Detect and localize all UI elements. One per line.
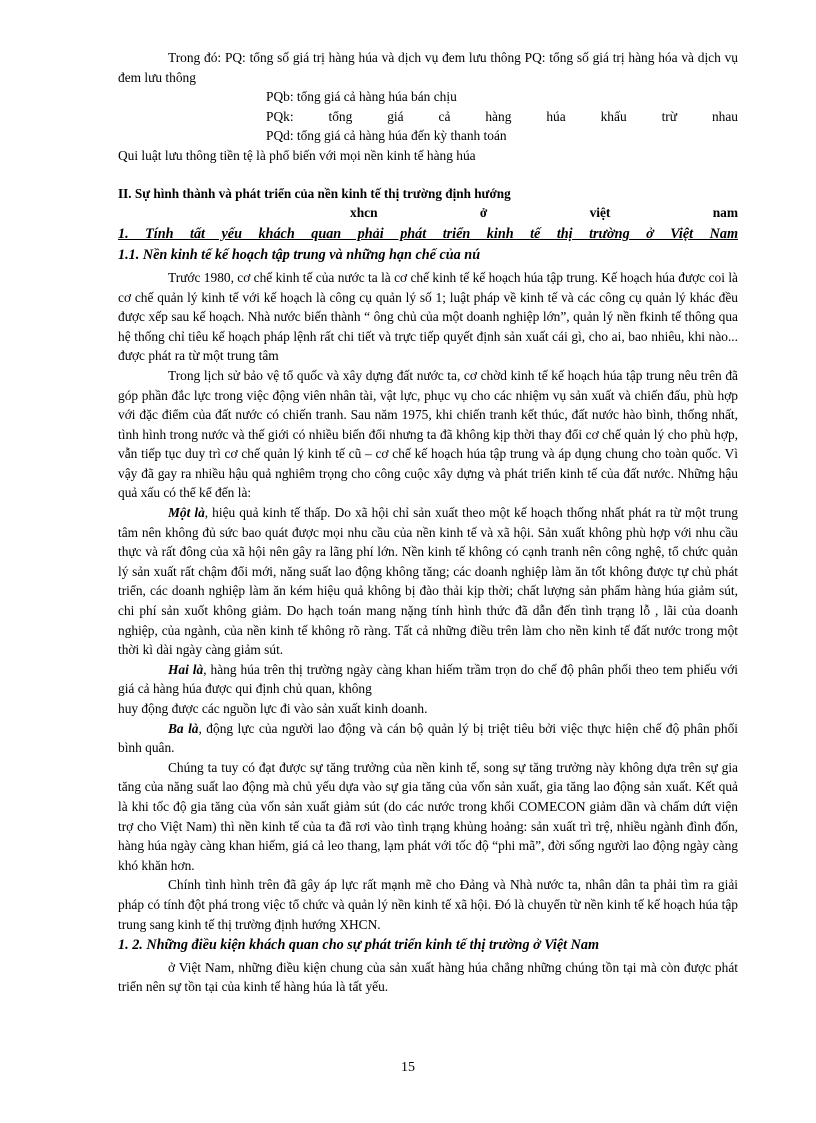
formula-pqb: PQb: tổng giá cả hàng húa bán chịu bbox=[266, 89, 457, 105]
page-content bbox=[118, 48, 738, 997]
lead-term: Một là bbox=[168, 505, 205, 521]
paragraph bbox=[118, 503, 738, 660]
section-2-heading-cont: xhcn ở việt nam bbox=[350, 205, 738, 221]
lead-term: Hai là bbox=[168, 661, 204, 677]
paragraph: Trong lịch sử bảo vệ tổ quốc và xây dựng đất nước ta, cơ chờd kinh tế kế hoạch húa tập trung nêu trên đã góp phần đắc lực trong việc động viên nhân tài, vật lực, phục vụ cho các nhiệm vụ sản xuất và chiến đấu, phù hợp với đặc điểm của đất nước có chiến tranh. Sau năm 1975, khi chiến tranh kết thúc, đất nước hào bình, thống nhất, tình hình trong nước và thế giới có nhiều biến đổi nhưng ta đã không kịp thời thay đổi cơ chế quản lý cho phù hợp, vẫn tiếp tục duy trì cơ chế quản lý kinh tế cũ – cơ chế kế hoạch húa tập trung và áp dụng chung cho toàn quốc. Vì vậy đã gay ra nhiều hậu quả nghiêm trọng cho công cuộc xây dựng và phát triển kinh tế của đất nước. Những hậu quả xấu có thể kể đến là: bbox=[118, 367, 738, 501]
paragraph: ở Việt Nam, những điều kiện chung của sản xuất hàng húa chẳng những chúng tồn tại mà còn được phát triển nên sự tồn tại của kinh tế hàng húa là tất yếu. bbox=[118, 959, 738, 995]
formula-pqk: PQk: tổng giá cả hàng húa khấu trừ nhau bbox=[266, 108, 738, 124]
paragraph-text: , hiệu quả kinh tế thấp. Do xã hội chỉ sản xuất theo một kế hoạch thống nhất phát ra từ một trung tâm nên không đủ sức bao quát được mọi nhu cầu của nền kinh tế và xã hội. Sản xuất không phù hợp với nhu cầu thực và rất đông của xã hội nên gây ra lãng phí lớn. Nền kinh tế không có cạnh tranh nên công nghệ, tổ chức quản lý sản xuất rất chậm đổi mới, năng suất lao động không tăng; các doanh nghiệp làm ăn tốt không được tự chủ phát triển, các doanh nghiệp làm ăn kém hiệu quả không bị đào thải kịp thời; chất lượng sản phẩm hàng húa giảm sút, chi phí sản xuốt không giảm. Do hạch toán mang nặng tính hình thức đã dẫn đến tình trạng lỗ , lãi của doanh nghiệp, của ngành, của nền kinh tế không rõ ràng. Tất cả những điều trên làm cho nền kinh tế đất nước trong một thời kì dài ngày càng giảm sút. bbox=[118, 505, 738, 658]
paragraph: huy động được các nguồn lực đi vào sản xuất kinh doanh. bbox=[118, 701, 428, 716]
paragraph: Chúng ta tuy có đạt được sự tăng trưởng của nền kinh tế, song sự tăng trưởng này không dựa trên sự gia tăng của năng suất lao động mà chủ yếu dựa vào sự gia tăng của vốn sản xuất, gia tăng lao động sản xuất. Kết quả là khi tốc độ gia tăng của vốn sản xuất giảm sút (do các nước trong khối COMECON giảm dần và chấm dứt viện trợ cho Việt Nam) thì nền kinh tế của ta đã rơi vào tình trạng khủng hoảng: sản xuất trì trệ, nhiều ngành đình đốn, hàng húa ngày càng khan hiếm, giá cả leo thang, lạm phát với tốc độ “phi mã”, đời sống người lao động ngày càng khó khăn hơn. bbox=[118, 759, 738, 873]
paragraph: Chính tình hình trên đã gây áp lực rất mạnh mẽ cho Đảng và Nhà nước ta, nhân dân ta phải tìm ra giải pháp có tính đột phá trong việc tổ chức và quản lý nền kinh tế xã hội. Đó là chuyển từ nền kinh tế kế hoạch húa tập trung sang kinh tế thị trường định hướng XHCN. bbox=[118, 877, 738, 932]
lead-term: Ba là bbox=[168, 720, 199, 736]
section-1-heading: 1. Tính tất yếu khách quan phải phát triển kinh tế thị trường ở Việt Nam bbox=[118, 225, 738, 242]
section-2-heading: II. Sự hình thành và phát triển của nền kinh tế thị trường định hướng bbox=[118, 185, 511, 201]
intro-line: Trong đó: PQ: tổng số giá trị hàng húa và dịch vụ đem lưu thông PQ: tổng số giá trị hàng hóa và dịch vụ đem lưu thông bbox=[118, 50, 738, 85]
page-number: 15 bbox=[401, 1060, 415, 1075]
section-1-1-heading: 1.1. Nền kinh tế kế hoạch tập trung và những hạn chế của nú bbox=[118, 247, 481, 264]
formula-pqd: PQd: tổng giá cả hàng húa đến kỳ thanh toán bbox=[266, 128, 507, 144]
law-statement: Qui luật lưu thông tiền tệ là phổ biến với mọi nền kinh tế hàng húa bbox=[118, 147, 476, 163]
paragraph bbox=[118, 719, 738, 758]
paragraph: Trước 1980, cơ chế kinh tế của nước ta là cơ chế kinh tế kế hoạch húa tập trung. Kế hoạch húa được coi là cơ chế quản lý kinh tế với kế hoạch là công cụ quản lý số 1; luật pháp về kinh tế và các công cụ quản lý khác đều được xếp sau kế hoạch. Nhà nước biến thành “ ông chủ của một doanh nghiệp lớn”, quản lý nền fkinh tế thông qua hệ thống chỉ tiêu kế hoạch pháp lệnh rất chi tiết và trực tiếp quyết định sản xuất cái gì, cho ai, bao nhiêu, khi nào... được phát ra từ một trung tâm bbox=[118, 269, 738, 364]
section-1-2-heading: 1. 2. Những điều kiện khách quan cho sự phát triển kinh tế thị trường ở Việt Nam bbox=[118, 937, 600, 954]
paragraph-text: , động lực của người lao động và cán bộ quản lý bị triệt tiêu bởi việc thực hiện chế độ phân phối bình quân. bbox=[118, 720, 739, 756]
paragraph bbox=[118, 660, 738, 699]
paragraph-text: , hàng húa trên thị trường ngày càng khan hiếm trầm trọn do chế độ phân phối theo tem phiếu với giá cả hàng húa được qui định chủ quan, không bbox=[118, 661, 738, 697]
